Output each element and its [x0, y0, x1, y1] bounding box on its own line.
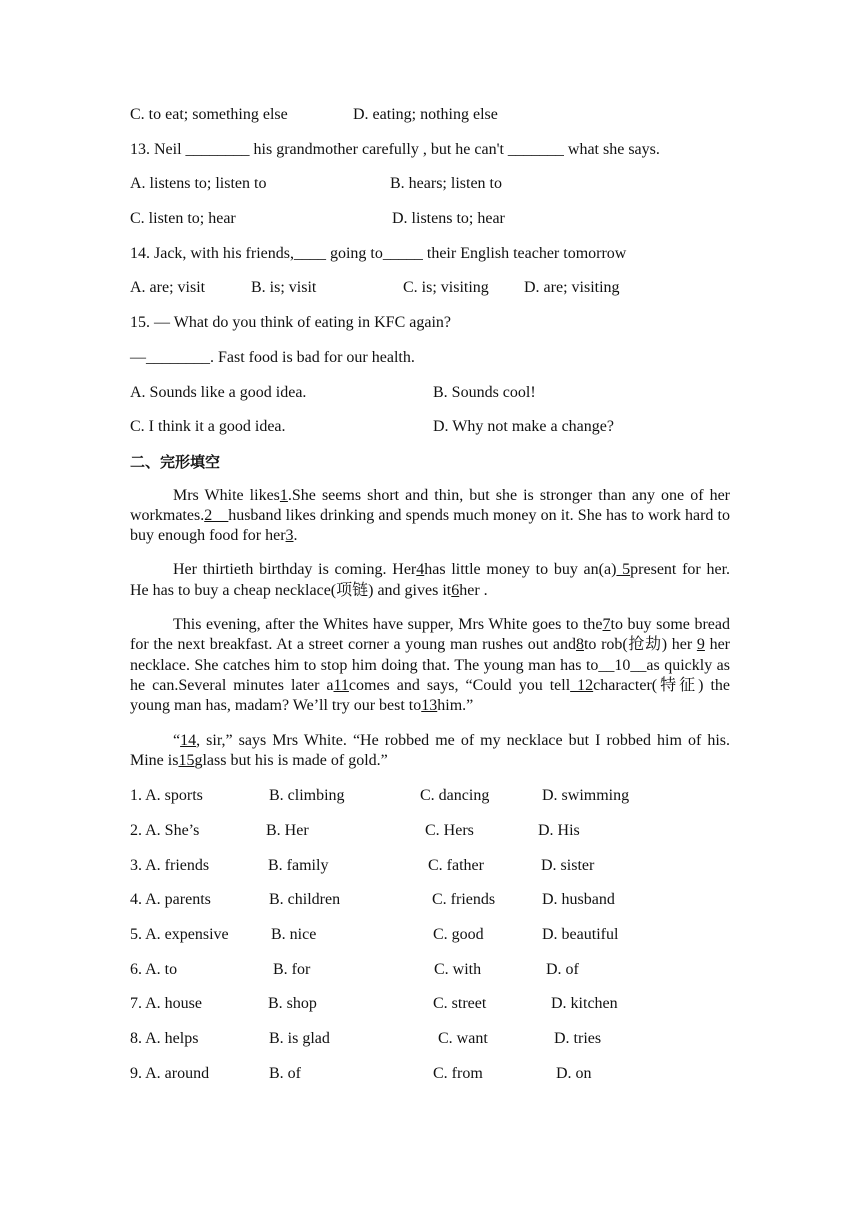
blank-2: 2__ — [204, 506, 229, 524]
blank-12: 12 — [570, 676, 594, 694]
blank-3: 3 — [285, 527, 294, 545]
passage-paragraph-3-wrap — [130, 609, 730, 724]
blank-13: 13 — [421, 697, 438, 715]
cloze-option-row: 5. A. expensive B. nice C. good D. beautiful — [130, 925, 619, 943]
blank-5: 5 — [616, 561, 631, 579]
passage-paragraph-4: “14, sir,” says Mrs White. “He robbed me of my necklace but I robbed him of his. Mine is15glass but his is made of gold.” — [130, 731, 730, 769]
option-c: C. I think it a good idea. — [130, 418, 286, 436]
option-d: D. Why not make a change? — [433, 418, 614, 436]
cloze-options — [130, 779, 730, 1091]
option-c: C. is; visiting — [403, 279, 489, 297]
cloze-option-row: 7. A. house B. shop C. street D. kitchen — [130, 995, 618, 1013]
question-14-stem: 14. Jack, with his friends,____ going to_____ their English teacher tomorrow — [130, 244, 627, 262]
question-13-options-row-2 — [130, 202, 730, 237]
cloze-option-row: 9. A. around B. of C. from D. on — [130, 1064, 592, 1082]
question-13-stem: 13. Neil ________ his grandmother carefully , but he can't _______ what she says. — [130, 140, 660, 158]
option-a: A. are; visit — [130, 279, 206, 297]
passage-paragraph-4-wrap — [130, 725, 730, 780]
passage-paragraph-1: Mrs White likes1.She seems short and thin, but she is stronger than any one of her workmates.2__husband likes drinking and spends much money on it. She has to work hard to buy enough food for her3. — [130, 486, 730, 545]
question-14-options-row — [130, 271, 730, 306]
option-d: D. listens to; hear — [392, 210, 505, 228]
exam-page — [130, 98, 730, 1091]
option-b: B. hears; listen to — [390, 175, 502, 193]
blank-1: 1 — [279, 486, 288, 504]
passage-paragraph-2-wrap — [130, 554, 730, 609]
option-d: D. are; visiting — [524, 279, 620, 297]
question-15-stem: 15. — What do you think of eating in KFC again? — [130, 314, 451, 332]
blank-14: 14 — [180, 731, 197, 749]
section-heading: 二、完形填空 — [130, 452, 221, 471]
question-15-options-row-2 — [130, 410, 730, 445]
cloze-option-row: 6. A. to B. for C. with D. of — [130, 960, 579, 978]
cloze-option-row: 8. A. helps B. is glad C. want D. tries — [130, 1029, 602, 1047]
question-12-options-row — [130, 98, 730, 133]
passage-paragraph-2: Her thirtieth birthday is coming. Her4has little money to buy an(a) 5present for her. He has to buy a cheap necklace(项链) and gives it6her . — [130, 561, 731, 599]
blank-11: 11 — [333, 676, 349, 694]
cloze-option-row: 3. A. friends B. family C. father D. sister — [130, 856, 595, 874]
option-b: B. Sounds cool! — [433, 383, 536, 401]
blank-9: 9 — [696, 636, 705, 654]
blank-7: 7 — [602, 616, 611, 634]
question-13-options-row-1 — [130, 167, 730, 202]
cloze-option-row: 4. A. parents B. children C. friends D. husband — [130, 891, 615, 909]
blank-6: 6 — [451, 581, 460, 599]
question-15-response: —________. Fast food is bad for our health. — [130, 348, 415, 366]
blank-4: 4 — [416, 561, 425, 579]
passage-paragraph-3: This evening, after the Whites have supper, Mrs White goes to the7to buy some bread for the next breakfast. At a street corner a young man rushes out and8to rob(抢劫) her 9 her necklace. She catches him to stop him doing that. The young man has to__10__as quickly as he can.Several minutes later a11comes and says, “Could you tell 12character(特征) the young man has, madam? We’ll try our best to13him.” — [130, 616, 731, 715]
passage-paragraph-1-wrap — [130, 480, 730, 555]
option-b: B. is; visit — [251, 279, 317, 297]
option-c: C. to eat; something else — [130, 106, 288, 123]
option-a: A. Sounds like a good idea. — [130, 383, 307, 401]
question-15-options-row-1 — [130, 376, 730, 411]
blank-15: 15 — [178, 751, 195, 769]
option-a: A. listens to; listen to — [130, 175, 267, 193]
option-c: C. listen to; hear — [130, 210, 236, 228]
option-d: D. eating; nothing else — [353, 106, 498, 123]
blank-8: 8 — [575, 636, 584, 654]
cloze-option-row: 2. A. She’s B. Her C. Hers D. His — [130, 821, 580, 839]
cloze-option-row: 1. A. sports B. climbing C. dancing D. swimming — [130, 787, 630, 805]
